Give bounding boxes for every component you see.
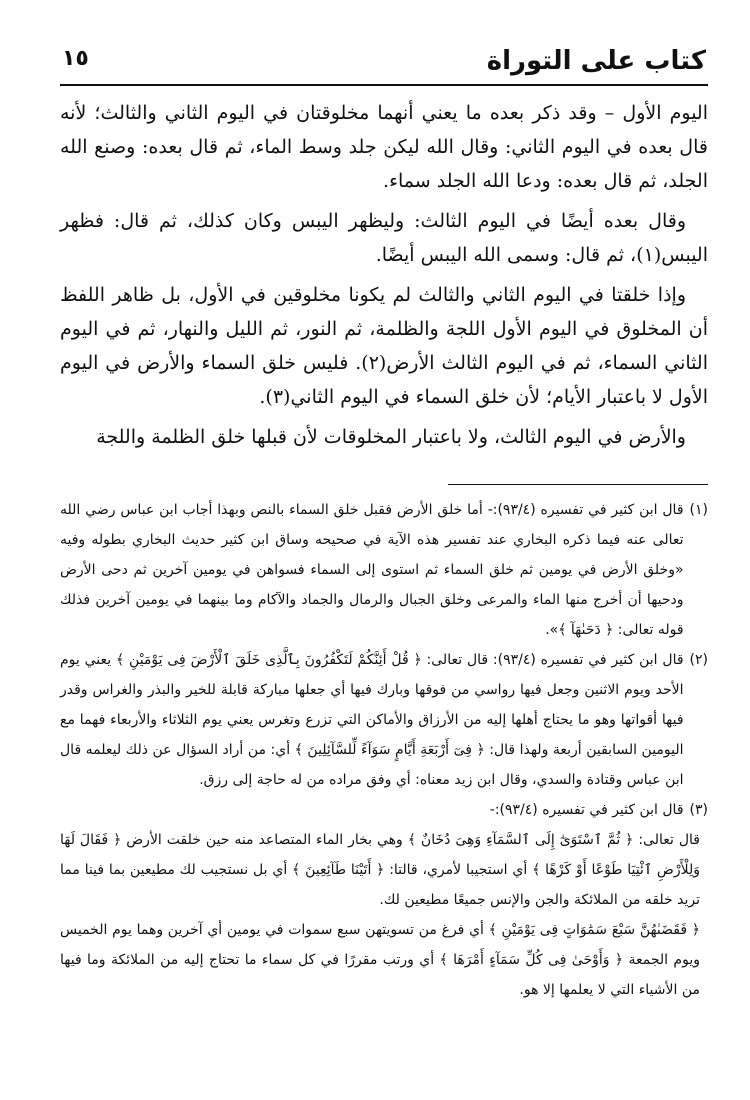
body-paragraph: والأرض في اليوم الثالث، ولا باعتبار المخلوقات لأن قبلها خلق الظلمة واللجة [96, 426, 686, 448]
body-paragraph: وقال بعده أيضًا في اليوم الثالث: وليظهر اليبس وكان كذلك، ثم قال: فظهر اليبس(١)، ثم قال: وسمى الله اليبس أيضًا. [60, 210, 708, 266]
header-rule [60, 84, 708, 86]
footnote [60, 795, 708, 825]
footnote-text: قال ابن كثير في تفسيره (٩٣/٤):- [489, 802, 684, 818]
page-header [60, 40, 708, 90]
document-page [60, 40, 708, 1080]
main-text [60, 96, 708, 454]
footnote [60, 645, 708, 795]
footnote-separator [448, 484, 708, 485]
footnote-number: (٢) [689, 652, 708, 668]
footnote-text: قال ابن كثير في تفسيره (٩٣/٤): قال تعالى: ﴿ قُلْ أَئِنَّكُمْ لَتَكْفُرُونَ بِٱلَّذِى خَلَقَ ٱلْأَرْضَ فِى يَوْمَيْنِ ﴾ يعني يوم الأحد ويوم الاثنين وجعل فيها رواسي من فوقها وبارك فيها أي جعلها مباركة قابلة للخير والبذر والغراس وقدر فيها أقواتها وهو ما يحتاج أهلها إليه من الأرزاق والأماكن التي تزرع وتغرس يعني يوم الثلاثاء والأربعاء فهما مع اليومين السابقين أربعة ولهذا قال: ﴿ فِىٓ أَرْبَعَةِ أَيَّامٍ سَوَآءً لِّلسَّآئِلِينَ ﴾ أي: من أراد السؤال عن ذلك ليعلمه قال ابن عباس وقتادة والسدي، وقال ابن زيد معناه: أي وفق مراده من له حاجة إلى رزق. [60, 652, 684, 788]
footnote-number: (٣) [689, 802, 708, 818]
footnote-continuation: ﴿ فَقَضَىٰهُنَّ سَبْعَ سَمَٰوَاتٍ فِى يَوْمَيْنِ ﴾ أي فرغ من تسويتهن سبع سموات في يومين أي آخرين وهما يوم الخميس ويوم الجمعة ﴿ وَأَوْحَىٰ فِى كُلِّ سَمَآءٍ أَمْرَهَا ﴾ أي ورتب مقررًا في كل سماء ما تحتاج إليه من الملائكة وما فيها من الأشياء التي لا يعلمها إلا هو. [60, 922, 700, 998]
footnote [60, 495, 708, 645]
body-paragraph: وإذا خلقتا في اليوم الثاني والثالث لم يكونا مخلوقين في الأول، بل ظاهر اللفظ أن المخلوق في اليوم الأول اللجة والظلمة، ثم النور، ثم الليل والنهار، ثم في اليوم الثاني السماء، ثم في اليوم الثالث الأرض(٢). فليس خلق السماء والأرض في اليوم الأول لا باعتبار الأيام؛ لأن خلق السماء في اليوم الثاني(٣). [60, 284, 708, 408]
footnotes [60, 495, 708, 1005]
footnote-continuation: قال تعالى: ﴿ ثُمَّ ٱسْتَوَىٰٓ إِلَى ٱلسَّمَآءِ وَهِىَ دُخَانٌ ﴾ وهي بخار الماء المتصاعد منه حين خلقت الأرض ﴿ فَقَالَ لَهَا وَلِلْأَرْضِ ٱئْتِيَا طَوْعًا أَوْ كَرْهًا ﴾ أي استجيبا لأمري، قالتا: ﴿ أَتَيْنَا طَآئِعِينَ ﴾ أي بل نستجيب لك مطيعين بما فينا مما تريد خلقه من الملائكة والجن والإنس جميعًا مطيعين لك. [60, 832, 700, 908]
book-title: كتاب على التوراة [486, 46, 706, 76]
footnote-number: (١) [689, 502, 708, 518]
body-paragraph: اليوم الأول – وقد ذكر بعده ما يعني أنهما مخلوقتان في اليوم الثاني والثالث؛ لأنه قال بعده في اليوم الثاني: وقال الله ليكن جلد وسط الماء، ثم قال بعده: وصنع الله الجلد، ثم قال بعده: ودعا الله الجلد سماء. [60, 102, 708, 192]
page-number: ١٥ [62, 46, 89, 71]
footnote-text: قال ابن كثير في تفسيره (٩٣/٤):- أما خلق الأرض فقبل خلق السماء بالنص وبهذا أجاب ابن عباس رضي الله تعالى عنه فيما ذكره البخاري عند تفسير هذه الآية في صحيحه وساق ابن كثير حديث البخاري بطوله وفيه «وخلق الأرض في يومين ثم خلق السماء ثم استوى إلى السماء فسواهن في يومين آخرين ثم دحى الأرض ودحيها أن أخرج منها الماء والمرعى وخلق الجبال والرمال والجماد والآكام وما بينهما في يومين آخرين فذلك قوله تعالى: ﴿ دَحَىٰهَآ ﴾». [60, 502, 684, 638]
